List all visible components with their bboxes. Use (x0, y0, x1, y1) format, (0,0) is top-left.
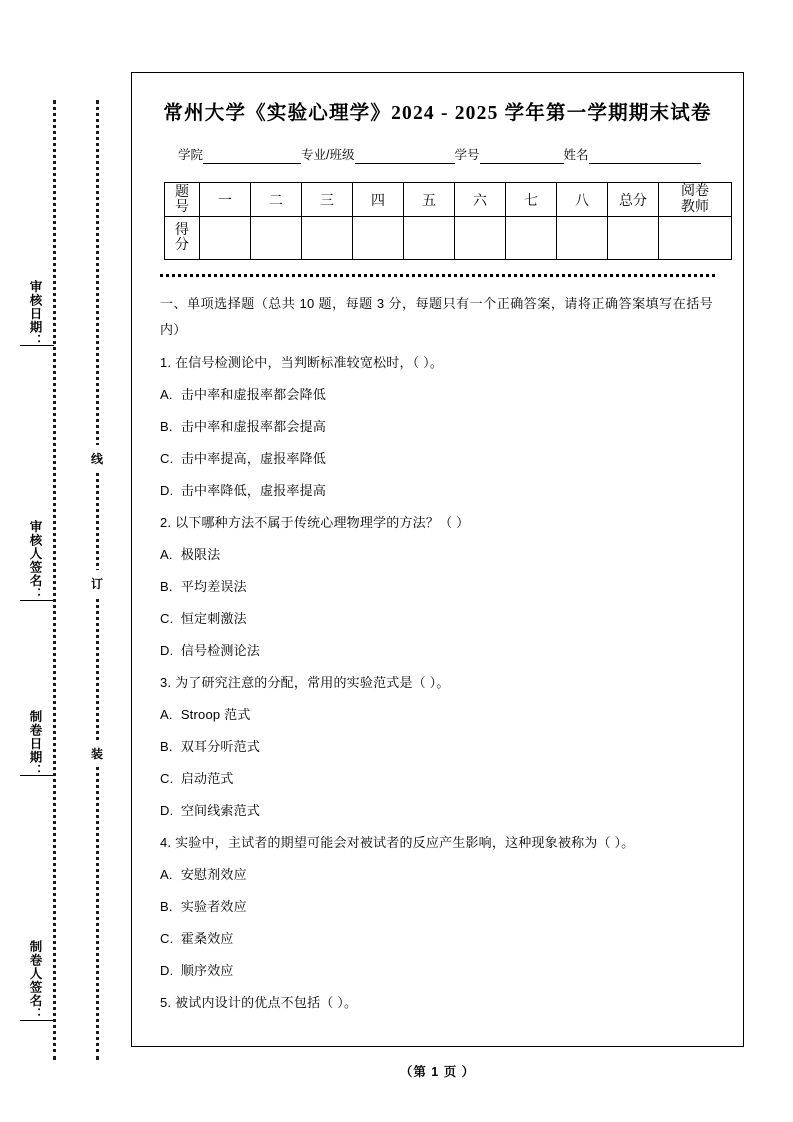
question-2-option-d-text: 信号检测论法 (180, 643, 261, 658)
question-1-option-c-text: 击中率提高，虚报率降低 (180, 451, 327, 466)
field-major-class (301, 145, 454, 164)
question-body (154, 291, 721, 1019)
question-3-number: 3. (160, 675, 172, 690)
field-student-name-input[interactable] (589, 150, 701, 164)
score-table-qcol-8: 八 (557, 183, 608, 217)
teacher-char-1: 阅卷 (681, 183, 709, 199)
question-3-stem (160, 667, 713, 699)
question-4-option-b-letter: B. (160, 899, 173, 914)
score-table-qcol-3: 三 (302, 183, 353, 217)
question-2-option-b[interactable] (160, 571, 713, 603)
question-1-option-c[interactable] (160, 443, 713, 475)
teacher-char-2: 教师 (681, 199, 709, 215)
field-student-name-label: 姓名 (563, 148, 589, 162)
question-1-option-d[interactable] (160, 475, 713, 507)
question-4-option-c-text: 霍桑效应 (180, 931, 234, 946)
score-table-qcol-5: 五 (404, 183, 455, 217)
field-student-number-input[interactable] (480, 150, 564, 164)
score-table-teacher-label (659, 183, 732, 217)
question-4-option-c[interactable] (160, 923, 713, 955)
question-4-text: 实验中，主试者的期望可能会对被试者的反应产生影响，这种现象被称为（ ）。 (175, 835, 635, 850)
question-2-option-a-letter: A. (160, 547, 173, 562)
question-2-option-a[interactable] (160, 539, 713, 571)
margin-rule-1 (20, 345, 54, 346)
score-cell-4[interactable] (353, 217, 404, 260)
score-table-score-row (165, 217, 732, 260)
question-4-option-a-letter: A. (160, 867, 173, 882)
score-cell-teacher[interactable] (659, 217, 732, 260)
question-1-text: 在信号检测论中，当判断标准较宽松时，（ ）。 (175, 355, 444, 370)
question-4-option-d[interactable] (160, 955, 713, 987)
field-student-number-label: 学号 (454, 148, 480, 162)
exam-paper-frame (131, 72, 744, 1047)
score-cell-5[interactable] (404, 217, 455, 260)
margin-rule-2 (20, 600, 54, 601)
section-heading-1: 一、单项选择题（总共 10 题，每题 3 分，每题只有一个正确答案，请将正确答案填写在括号内） (160, 296, 713, 337)
question-4-option-b-text: 实验者效应 (180, 899, 247, 914)
qnum-char-2: 号 (175, 199, 189, 215)
question-3-option-c-letter: C. (160, 771, 174, 786)
section-separator (160, 274, 715, 277)
score-table-row-label-qnum (165, 183, 200, 217)
question-4-option-d-letter: D. (160, 963, 174, 978)
question-1-option-b[interactable] (160, 411, 713, 443)
question-1-option-a-letter: A. (160, 387, 173, 402)
question-2-number: 2. (160, 515, 172, 530)
student-identity-row (154, 145, 721, 164)
binding-char-staple: 装 (86, 740, 108, 767)
question-3-option-b-letter: B. (160, 739, 173, 754)
margin-label-review-date: 审核日期： (28, 280, 42, 348)
question-1-option-b-text: 击中率和虚报率都会提高 (180, 419, 327, 434)
question-3-option-c[interactable] (160, 763, 713, 795)
score-cell-2[interactable] (251, 217, 302, 260)
question-2-option-c[interactable] (160, 603, 713, 635)
question-3-text: 为了研究注意的分配，常用的实验范式是（ ）。 (175, 675, 450, 690)
exam-title: 常州大学《实验心理学》2024 - 2025 学年第一学期期末试卷 (163, 103, 712, 124)
question-3-option-d-text: 空间线索范式 (180, 803, 261, 818)
question-4-option-d-text: 顺序效应 (180, 963, 234, 978)
question-3-option-a-letter: A. (160, 707, 173, 722)
question-3-option-d[interactable] (160, 795, 713, 827)
field-college-input[interactable] (203, 150, 301, 164)
question-1-option-a[interactable] (160, 379, 713, 411)
question-1-stem (160, 347, 713, 379)
question-2-option-c-text: 恒定刺激法 (180, 611, 247, 626)
question-2-stem (160, 507, 713, 539)
question-3-option-c-text: 启动范式 (180, 771, 234, 786)
question-2-option-d-letter: D. (160, 643, 174, 658)
binding-char-bind: 订 (86, 570, 108, 597)
score-cell-6[interactable] (455, 217, 506, 260)
field-major-class-label: 专业/班级 (301, 148, 355, 162)
margin-label-reviewer-signature: 审核人签名： (28, 520, 42, 601)
question-4-option-a-text: 安慰剂效应 (180, 867, 247, 882)
score-table-qcol-2: 二 (251, 183, 302, 217)
field-college-label: 学院 (178, 148, 204, 162)
question-3-option-b-text: 双耳分听范式 (180, 739, 261, 754)
margin-label-paper-date: 制卷日期： (28, 710, 42, 778)
field-student-number (455, 145, 564, 164)
question-5-number: 5. (160, 995, 172, 1010)
qnum-char-1: 题 (175, 184, 189, 200)
question-4-option-c-letter: C. (160, 931, 174, 946)
left-margin-annotations (18, 70, 58, 1050)
question-4-option-b[interactable] (160, 891, 713, 923)
score-cell-1[interactable] (200, 217, 251, 260)
question-2-option-b-text: 平均差误法 (180, 579, 247, 594)
question-3-option-a-text: Stroop 范式 (180, 707, 251, 722)
score-char-1: 得 (175, 223, 189, 238)
question-2-option-c-letter: C. (160, 611, 174, 626)
field-student-name (564, 145, 701, 164)
question-2-option-a-text: 极限法 (180, 547, 221, 562)
score-cell-total[interactable] (608, 217, 659, 260)
score-table (164, 182, 732, 260)
question-5-stem (160, 987, 713, 1019)
score-table-container (154, 182, 721, 260)
question-4-stem (160, 827, 713, 859)
question-5-text: 被试内设计的优点不包括（ ）。 (175, 995, 358, 1010)
page-footer: （第 1 页 ） (399, 1065, 476, 1079)
question-3-option-d-letter: D. (160, 803, 174, 818)
question-1-option-b-letter: B. (160, 419, 173, 434)
question-1-option-c-letter: C. (160, 451, 174, 466)
score-cell-7[interactable] (506, 217, 557, 260)
question-4-option-a[interactable] (160, 859, 713, 891)
score-cell-8[interactable] (557, 217, 608, 260)
question-2-option-d[interactable] (160, 635, 713, 667)
score-table-header-row (165, 183, 732, 217)
score-table-row-label-score (165, 217, 200, 260)
score-table-qcol-6: 六 (455, 183, 506, 217)
score-cell-3[interactable] (302, 217, 353, 260)
score-table-qcol-7: 七 (506, 183, 557, 217)
margin-label-paper-signature: 制卷人签名： (28, 940, 42, 1021)
question-2-text: 以下哪种方法不属于传统心理物理学的方法？（ ） (175, 515, 470, 530)
field-major-class-input[interactable] (355, 150, 455, 164)
binding-dotted-line-outer (53, 100, 56, 1060)
score-table-total-label: 总分 (608, 183, 659, 217)
question-4-number: 4. (160, 835, 172, 850)
question-1-option-a-text: 击中率和虚报率都会降低 (180, 387, 327, 402)
binding-char-line: 线 (86, 445, 108, 472)
field-college (178, 145, 301, 164)
score-char-2: 分 (175, 238, 189, 253)
question-1-option-d-letter: D. (160, 483, 174, 498)
question-1-option-d-text: 击中率降低，虚报率提高 (180, 483, 327, 498)
score-table-qcol-1: 一 (200, 183, 251, 217)
question-1-number: 1. (160, 355, 172, 370)
question-3-option-a[interactable] (160, 699, 713, 731)
score-table-qcol-4: 四 (353, 183, 404, 217)
question-2-option-b-letter: B. (160, 579, 173, 594)
question-3-option-b[interactable] (160, 731, 713, 763)
margin-rule-3 (20, 775, 54, 776)
margin-rule-4 (20, 1020, 54, 1021)
